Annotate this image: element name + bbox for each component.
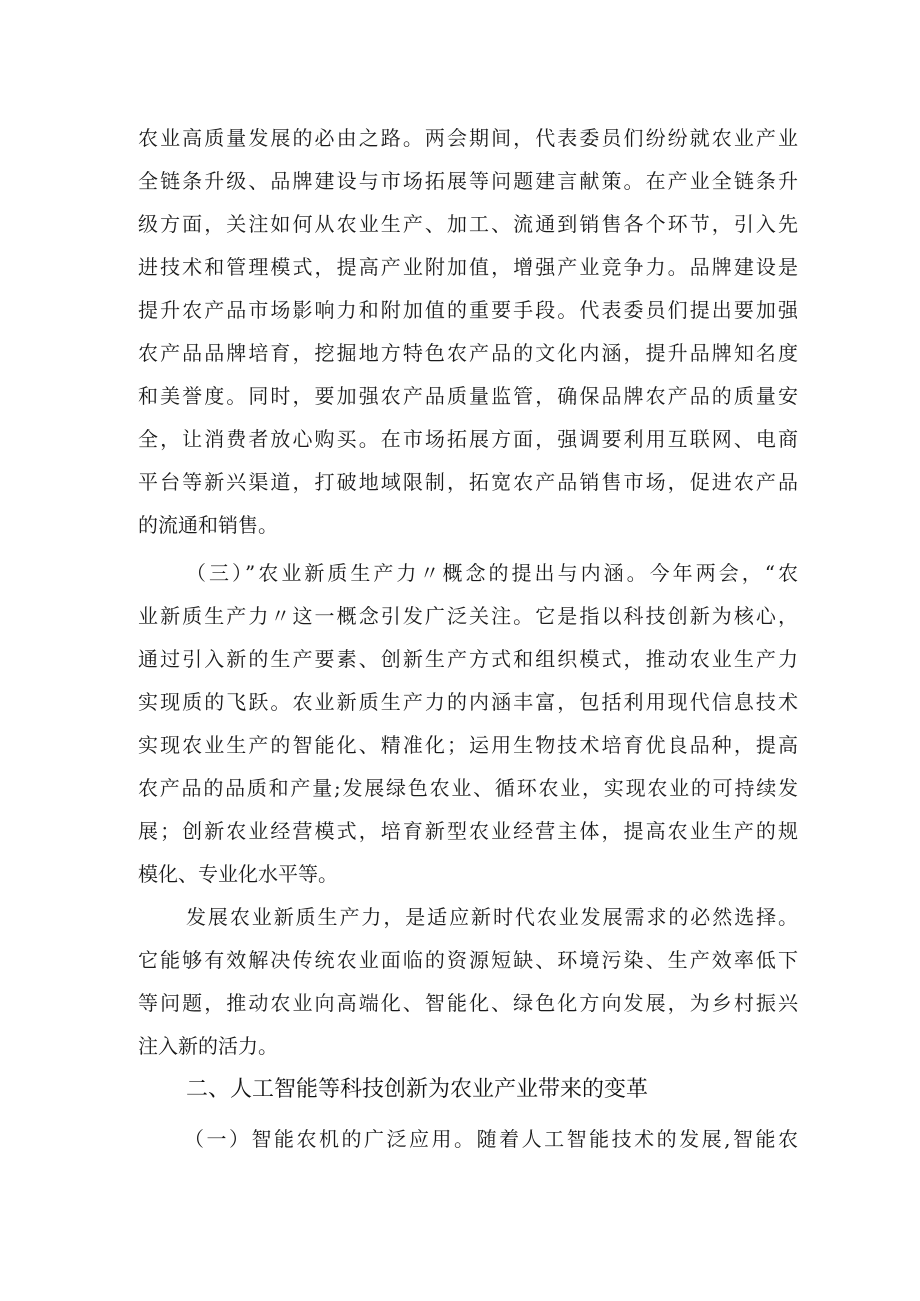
text-line: 农业高质量发展的必由之路。两会期间，代表委员们纷纷就农业产业 [138,126,798,150]
text-line: 发展农业新质生产力，是适应新时代农业发展需求的必然选择。 [186,905,798,929]
text-line: 实现农业生产的智能化、精准化；运用生物技术培育优良品种，提高 [138,733,798,757]
text-line: 和美誉度。同时，要加强农产品质量监管，确保品牌农产品的质量安 [138,384,798,408]
text-line: 的流通和销售。 [138,513,278,537]
section-heading: 二、人工智能等科技创新为农业产业带来的变革 [186,1077,649,1102]
text-line: 展；创新农业经营模式，培育新型农业经营主体，提高农业生产的规 [138,819,798,843]
text-line: 它能够有效解决传统农业面临的资源短缺、环境污染、生产效率低下 [138,948,798,972]
text-line: 模化、专业化水平等。 [138,862,338,886]
text-line: 级方面，关注如何从农业生产、加工、流通到销售各个环节，引入先 [138,212,798,236]
text-line: 注入新的活力。 [138,1034,278,1058]
text-line: （一）智能农机的广泛应用。随着人工智能技术的发展,智能农 [184,1127,798,1151]
text-line: 平台等新兴渠道，打破地域限制，拓宽农产品销售市场，促进农产品 [138,470,798,494]
text-line: 业新质生产力〃这一概念引发广泛关注。它是指以科技创新为核心， [138,604,798,628]
text-line: 提升农产品市场影响力和附加值的重要手段。代表委员们提出要加强 [138,298,798,322]
text-line: 等问题，推动农业向高端化、智能化、绿色化方向发展，为乡村振兴 [138,991,798,1015]
text-line: 农产品品牌培育，挖掘地方特色农产品的文化内涵，提升品牌知名度 [138,341,798,365]
text-line: 通过引入新的生产要素、创新生产方式和组织模式，推动农业生产力 [138,647,798,671]
text-line: 实现质的飞跃。农业新质生产力的内涵丰富，包括利用现代信息技术 [138,690,798,714]
text-line: 全，让消费者放心购买。在市场拓展方面，强调要利用互联网、电商 [138,427,798,451]
text-line: 农产品的品质和产量;发展绿色农业、循环农业，实现农业的可持续发 [138,776,798,800]
text-line: 进技术和管理模式，提高产业附加值，增强产业竞争力。品牌建设是 [138,255,798,279]
text-line: （三）”农业新质生产力〃概念的提出与内涵。今年两会，“农 [186,561,798,585]
text-line: 全链条升级、品牌建设与市场拓展等问题建言献策。在产业全链条升 [138,169,798,193]
